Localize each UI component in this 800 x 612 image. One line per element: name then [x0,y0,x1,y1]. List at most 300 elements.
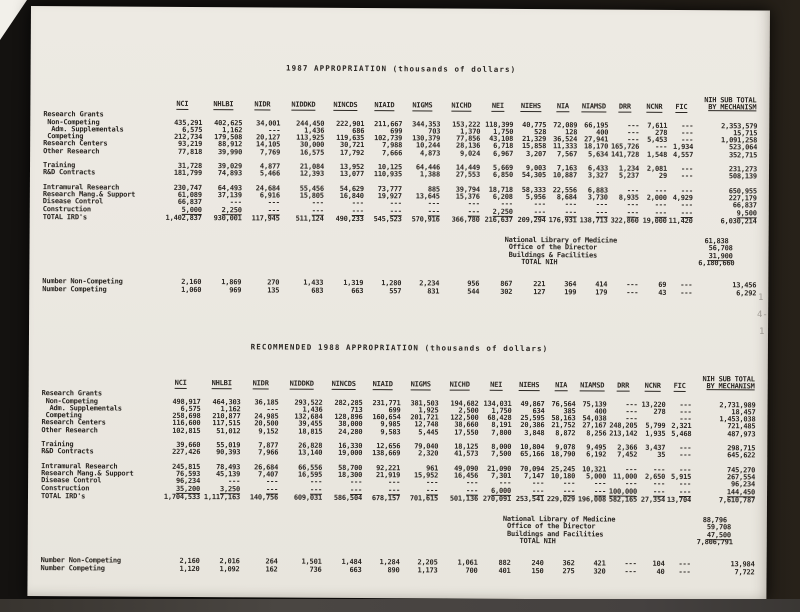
cell-value: 7,666 [382,148,403,158]
cell [608,289,639,296]
cell [323,486,363,494]
cell-value: 49,867 [520,399,545,408]
cell-value: --- [652,487,666,496]
cell-value: 1,173 [417,565,438,575]
summary-label: Buildings and Facilities [506,529,604,539]
cell [479,496,512,503]
cell [513,289,546,296]
cell [363,429,401,437]
cell-value: --- [626,280,639,290]
row-label: R&D Contracts [41,447,94,456]
cell-value: 27,354 [640,495,666,504]
cell-value: 7,966 [258,448,279,457]
subtotal-header-line2: BY MECHANISM [706,382,755,391]
column-header [325,102,365,110]
column-header-label: NEI [490,380,503,389]
cell [638,497,666,504]
row-label: Number Non-Competing [42,277,123,286]
row-label [42,386,160,387]
cell-value: 1,750 [491,406,512,415]
cell-value: 885 [427,185,440,194]
cell-value: --- [679,400,692,409]
cell-value: 7,800 [491,428,512,437]
column-header-label: NIAID [372,380,393,389]
cell [401,487,439,495]
cell-value: 17,792 [339,148,365,157]
cell [607,568,638,575]
column-header [577,382,608,389]
cell-value: --- [626,288,639,297]
cell-value: --- [563,479,576,488]
cell-value: 222,901 [336,119,365,128]
cell [159,428,201,436]
cell-value: --- [350,478,363,487]
cell-value: 25,595 [520,414,545,423]
column-header-label: NIA [555,381,568,390]
cell [439,567,479,575]
cell-value: 3,437 [645,443,666,452]
scanner-bed-edge [0,599,800,612]
cell-value: 7,500 [491,450,512,459]
cell-value: 39,990 [217,147,243,157]
cell-value: 194,682 [450,399,479,408]
cell-value: --- [466,478,479,487]
cell-value: 645,622 [727,451,756,460]
cell-value: 20,386 [520,421,545,430]
summary-value-text: 61,838 [704,237,729,246]
cell-value: 7,147 [524,471,545,481]
cell-value: 275 [562,566,575,575]
cell-value: 27,941 [584,135,609,144]
row-label: Competing [45,411,82,420]
subtotal-column-header [694,97,758,111]
cell-value: 21,752 [551,421,576,430]
cell-value: 501,136 [449,494,479,503]
cell-value: 102,815 [172,426,201,435]
cell-value: --- [388,478,401,487]
cell-value: 128,896 [334,412,363,422]
cell-value: 264 [265,557,278,566]
column-header-label: NCI [174,378,187,387]
cell-value: 683 [311,286,324,295]
cell-value: 1,162 [220,404,241,414]
cell-value: 6,292 [736,288,757,298]
cell-value: --- [465,486,479,495]
cell-value: --- [387,485,401,494]
cell-value: 38,000 [338,420,363,429]
cell-value: 162 [265,565,278,574]
cell [640,152,668,159]
row-label: Adm. Supplementals [49,403,122,413]
cell-value: 43,108 [489,134,514,144]
cell-value: 1,319 [343,279,364,288]
summary-label: Office of the Director [506,522,596,531]
cell-value: 7,163 [556,164,578,173]
cell-value: 128 [565,128,578,137]
cell-value: --- [564,207,577,216]
cell-value: 230,747 [173,183,202,192]
cell [203,207,243,215]
cell [439,495,479,503]
cell-value: 7,567 [557,149,578,159]
cell [281,171,325,179]
cell-value: --- [654,208,667,217]
cell [323,495,363,503]
row-label: R&D Contracts [42,168,96,177]
cell-value: 3,327 [587,171,608,180]
cell-value: 2,234 [419,279,440,288]
cell-value: 34,001 [256,118,281,128]
cell [607,496,638,503]
cell-value: 320 [593,567,606,576]
cell-value: 140,756 [249,493,279,502]
cell-value: 20,127 [256,133,281,142]
cell-value: 5,453 [647,135,668,145]
cell-value: --- [266,477,279,486]
cell-value: 270,091 [482,494,512,503]
cell [363,487,401,495]
summary-value-text: 6,180,660 [698,259,735,268]
cell-value: 1,436 [304,126,325,135]
cell [159,449,201,457]
cell-value: --- [531,486,545,495]
cell-value: --- [351,199,364,208]
row-label: Research Grants [43,110,104,119]
cell-value: 7,988 [382,141,403,150]
cell-value: 6,208 [492,192,513,201]
cell-value: --- [310,477,323,486]
row-label: Training [41,440,74,449]
cell-value: 745,270 [727,465,756,475]
cell [402,288,440,296]
summary-value-text: 88,796 [702,516,727,525]
cell-value: 231,771 [372,398,401,407]
column-header-label: NCNR [644,381,661,390]
cell-value: --- [268,126,281,135]
cell-value: 39,660 [176,440,201,450]
cell [241,486,279,494]
cell [514,151,547,158]
cell-value: 890 [387,565,400,574]
cell [323,450,363,458]
cell-value: 703 [428,127,441,136]
table-row [41,493,756,505]
subtotal-header-line1: NIH SUB TOTAL [702,375,755,384]
cell-value: 72,089 [553,120,578,129]
column-header-label: NHLBI [213,100,234,109]
cell [201,428,241,436]
cell [401,495,439,503]
column-header-label: NCI [176,99,189,108]
cell [159,494,201,502]
appropriation-table-1987 [42,63,769,297]
cell-value: 1,750 [493,127,514,136]
cell-value: 570,916 [411,215,440,224]
cell-value: --- [564,200,577,209]
cell [576,430,607,437]
cell-value: 278 [653,407,666,416]
cell [480,288,513,295]
cell-value: 498,917 [172,397,201,406]
cell-value: --- [229,198,242,207]
cell-value: 66,837 [177,198,202,207]
cell-value: 9,024 [460,149,481,158]
cell-value: 2,321 [671,422,692,431]
column-header-label: DRR [618,102,631,111]
cell-value: 122,500 [450,413,479,422]
appropriation-table-1988 [41,342,768,576]
summary-label: TOTAL NIH [521,258,558,267]
cell-value: 212,734 [174,133,203,142]
cell [403,172,441,180]
cell [668,152,694,159]
cell-value: 7,610,787 [718,496,756,505]
cell [279,450,323,458]
cell-value: 138,669 [372,449,401,458]
cell-value: 4,557 [673,150,694,159]
summary-row [504,259,734,268]
cell-value: --- [562,486,576,495]
cell [365,216,403,224]
cell-value: 16,595 [298,470,323,479]
cell [481,151,514,158]
cell-value: --- [679,415,692,424]
cell-value: --- [595,208,608,217]
pencil-mark-icon: 1 [758,293,764,303]
cell-value: 138,713 [579,216,608,225]
cell-value: 344,353 [412,119,441,129]
cell-value: 5,000 [181,205,202,214]
cell [578,217,609,224]
cell-value: 293,522 [294,398,323,407]
cell-value: --- [265,484,279,494]
cell-value: --- [467,199,480,209]
column-header [514,103,547,110]
cell-value: 130,379 [412,134,441,143]
cell-value: 68,428 [487,413,512,423]
summary-label: Buildings & Facilities [508,250,598,260]
cell [545,451,576,458]
cell-value: --- [426,478,439,487]
cell [201,566,241,574]
column-header-label: FIC [673,381,686,390]
cell-value: 104 [652,560,665,569]
cell-value: 79,040 [414,442,439,451]
cell-value: 487,973 [727,429,756,439]
cell [666,497,692,504]
cell-value: 12,748 [414,420,439,429]
cell-value: 1,091,258 [721,136,758,145]
cell-value: 27,553 [455,170,480,180]
cell-value: 867 [500,280,513,289]
row-label: TOTAL IRD's [40,491,86,501]
cell [694,152,758,160]
row-label: Intramural Research [42,182,120,192]
cell-value: --- [427,206,440,216]
cell-value: 9,985 [380,420,401,429]
cell-value: 4,877 [259,162,281,171]
cell-value: 78,493 [216,462,241,471]
cell [666,568,692,575]
cell-value: 66,837 [732,201,757,210]
cell [512,496,545,503]
cell [242,287,280,295]
cell [439,451,479,459]
cell-value: --- [625,414,638,423]
cell-value: 201,721 [410,413,439,422]
cell-value: --- [533,207,546,216]
cell-value: --- [349,485,363,494]
cell [365,208,403,216]
cell-value: --- [532,479,545,488]
cell [439,487,479,495]
summary-value [672,260,735,268]
cell-value: --- [653,480,666,489]
cell-value: --- [311,206,324,215]
cell-value: 5,634 [588,150,609,159]
cell-value: 1,934 [673,143,694,152]
column-header-label: NCNR [646,102,663,111]
summary-block-1988 [503,516,733,547]
cell-value: 196,008 [577,495,607,504]
cell [323,429,363,437]
cell-value: 701,615 [409,494,439,503]
cell-value: 39,794 [455,185,480,194]
column-header-label: NIAMSD [581,102,606,111]
cell-value: --- [595,200,608,209]
cell-value: 5,956 [525,192,546,202]
cell-value: --- [626,208,639,217]
cell [281,149,325,157]
cell [441,216,481,224]
row-label: Research Grants [41,389,102,398]
cell [441,208,481,216]
cell-value: 21,090 [487,464,512,473]
row-label: Research Centers [41,418,106,427]
cell-value: 30,721 [340,141,365,150]
cell-value: 3,250 [219,484,241,493]
cell [403,150,441,158]
cell-value: 227,179 [728,194,757,203]
column-header [324,381,364,389]
cell [401,567,439,575]
column-header-label: NHLBI [211,379,232,388]
cell-value: --- [267,198,280,207]
cell-value: 6,718 [493,142,514,151]
cell-value: 1,484 [341,558,362,567]
cell-value: 9,152 [258,427,279,436]
column-header [546,382,577,389]
cell-value: 6,850 [492,171,513,180]
cell-value: --- [500,200,513,209]
cell-value: 11,333 [553,142,578,151]
cell [638,452,666,459]
cell-value: 134,031 [483,399,512,408]
cell-value: 117,515 [212,419,241,428]
cell-value: 96,234 [175,477,201,486]
cell-value: 209,294 [517,215,546,225]
cell [161,149,203,157]
cell-value: 45,139 [216,470,241,479]
summary-label: Office of the Director [508,243,598,252]
cell-value: 258,698 [172,411,201,421]
column-header [161,101,203,109]
cell-value: 366,780 [451,215,480,224]
cell-value: 36,185 [254,397,279,407]
cell [363,495,401,503]
cell-value: 278 [655,128,668,137]
cell-value: 64,446 [415,163,441,172]
column-header-label: DRR [617,381,630,390]
cell-value: 545,523 [373,214,402,224]
cell-value: 7,722 [734,567,755,577]
cell-value: 30,000 [300,141,325,150]
cell-value: 102,739 [374,134,403,143]
cell-value: 248,205 [609,421,638,431]
cell-value: 699 [388,406,401,415]
table-title-1987: 1987 APPROPRIATION (thousands of dollars) [285,63,517,74]
cell-value: 1,060 [181,285,202,294]
cell [241,428,279,436]
cell-value: 24,280 [338,427,363,436]
cell-value: 421 [593,559,606,568]
cell [692,497,756,505]
cell [577,289,608,296]
cell-value: --- [228,477,241,486]
column-header [364,381,402,389]
cell-value: 22,556 [552,185,577,195]
cell-value: --- [625,407,638,416]
cell-value: --- [654,186,667,195]
cell [439,429,479,437]
cell-value: 36,524 [553,135,578,144]
cell [201,494,241,502]
cell-value: 245,815 [172,462,201,471]
row-label: Number Non-Competing [40,556,121,565]
scanned-document-page [27,6,770,601]
cell-value: 244,450 [296,119,325,128]
cell-value: 401 [498,566,511,575]
cell [640,173,668,180]
cell-value: 435,291 [174,118,203,127]
cell-value: 160,654 [372,413,401,422]
cell [203,215,243,223]
cell-value: 76,593 [176,469,201,478]
cell [201,449,241,457]
cell-value: 6,433 [587,164,609,173]
cell-value: 14,105 [256,140,281,150]
cell-value: 211,667 [374,119,403,128]
cell-value: 90,393 [216,448,241,457]
cell-value: 686 [352,126,365,135]
cell-value: 6,575 [180,404,201,413]
cell-value: 181,799 [173,169,203,178]
cell-value: --- [627,135,640,144]
cell-value: 66,195 [584,120,609,130]
cell-value: 6,575 [182,125,203,134]
row-label: Disease Control [42,197,104,206]
cell-value: 54,038 [582,414,607,423]
column-header [281,102,325,110]
cell [547,173,578,180]
cell-value: 663 [351,286,364,295]
cell-value: 135 [267,286,280,295]
cell-value: --- [679,443,692,453]
cell-value: 678,157 [371,493,401,503]
cell-value: --- [427,199,440,208]
cell-value: 956 [467,280,480,289]
cell [609,151,640,158]
